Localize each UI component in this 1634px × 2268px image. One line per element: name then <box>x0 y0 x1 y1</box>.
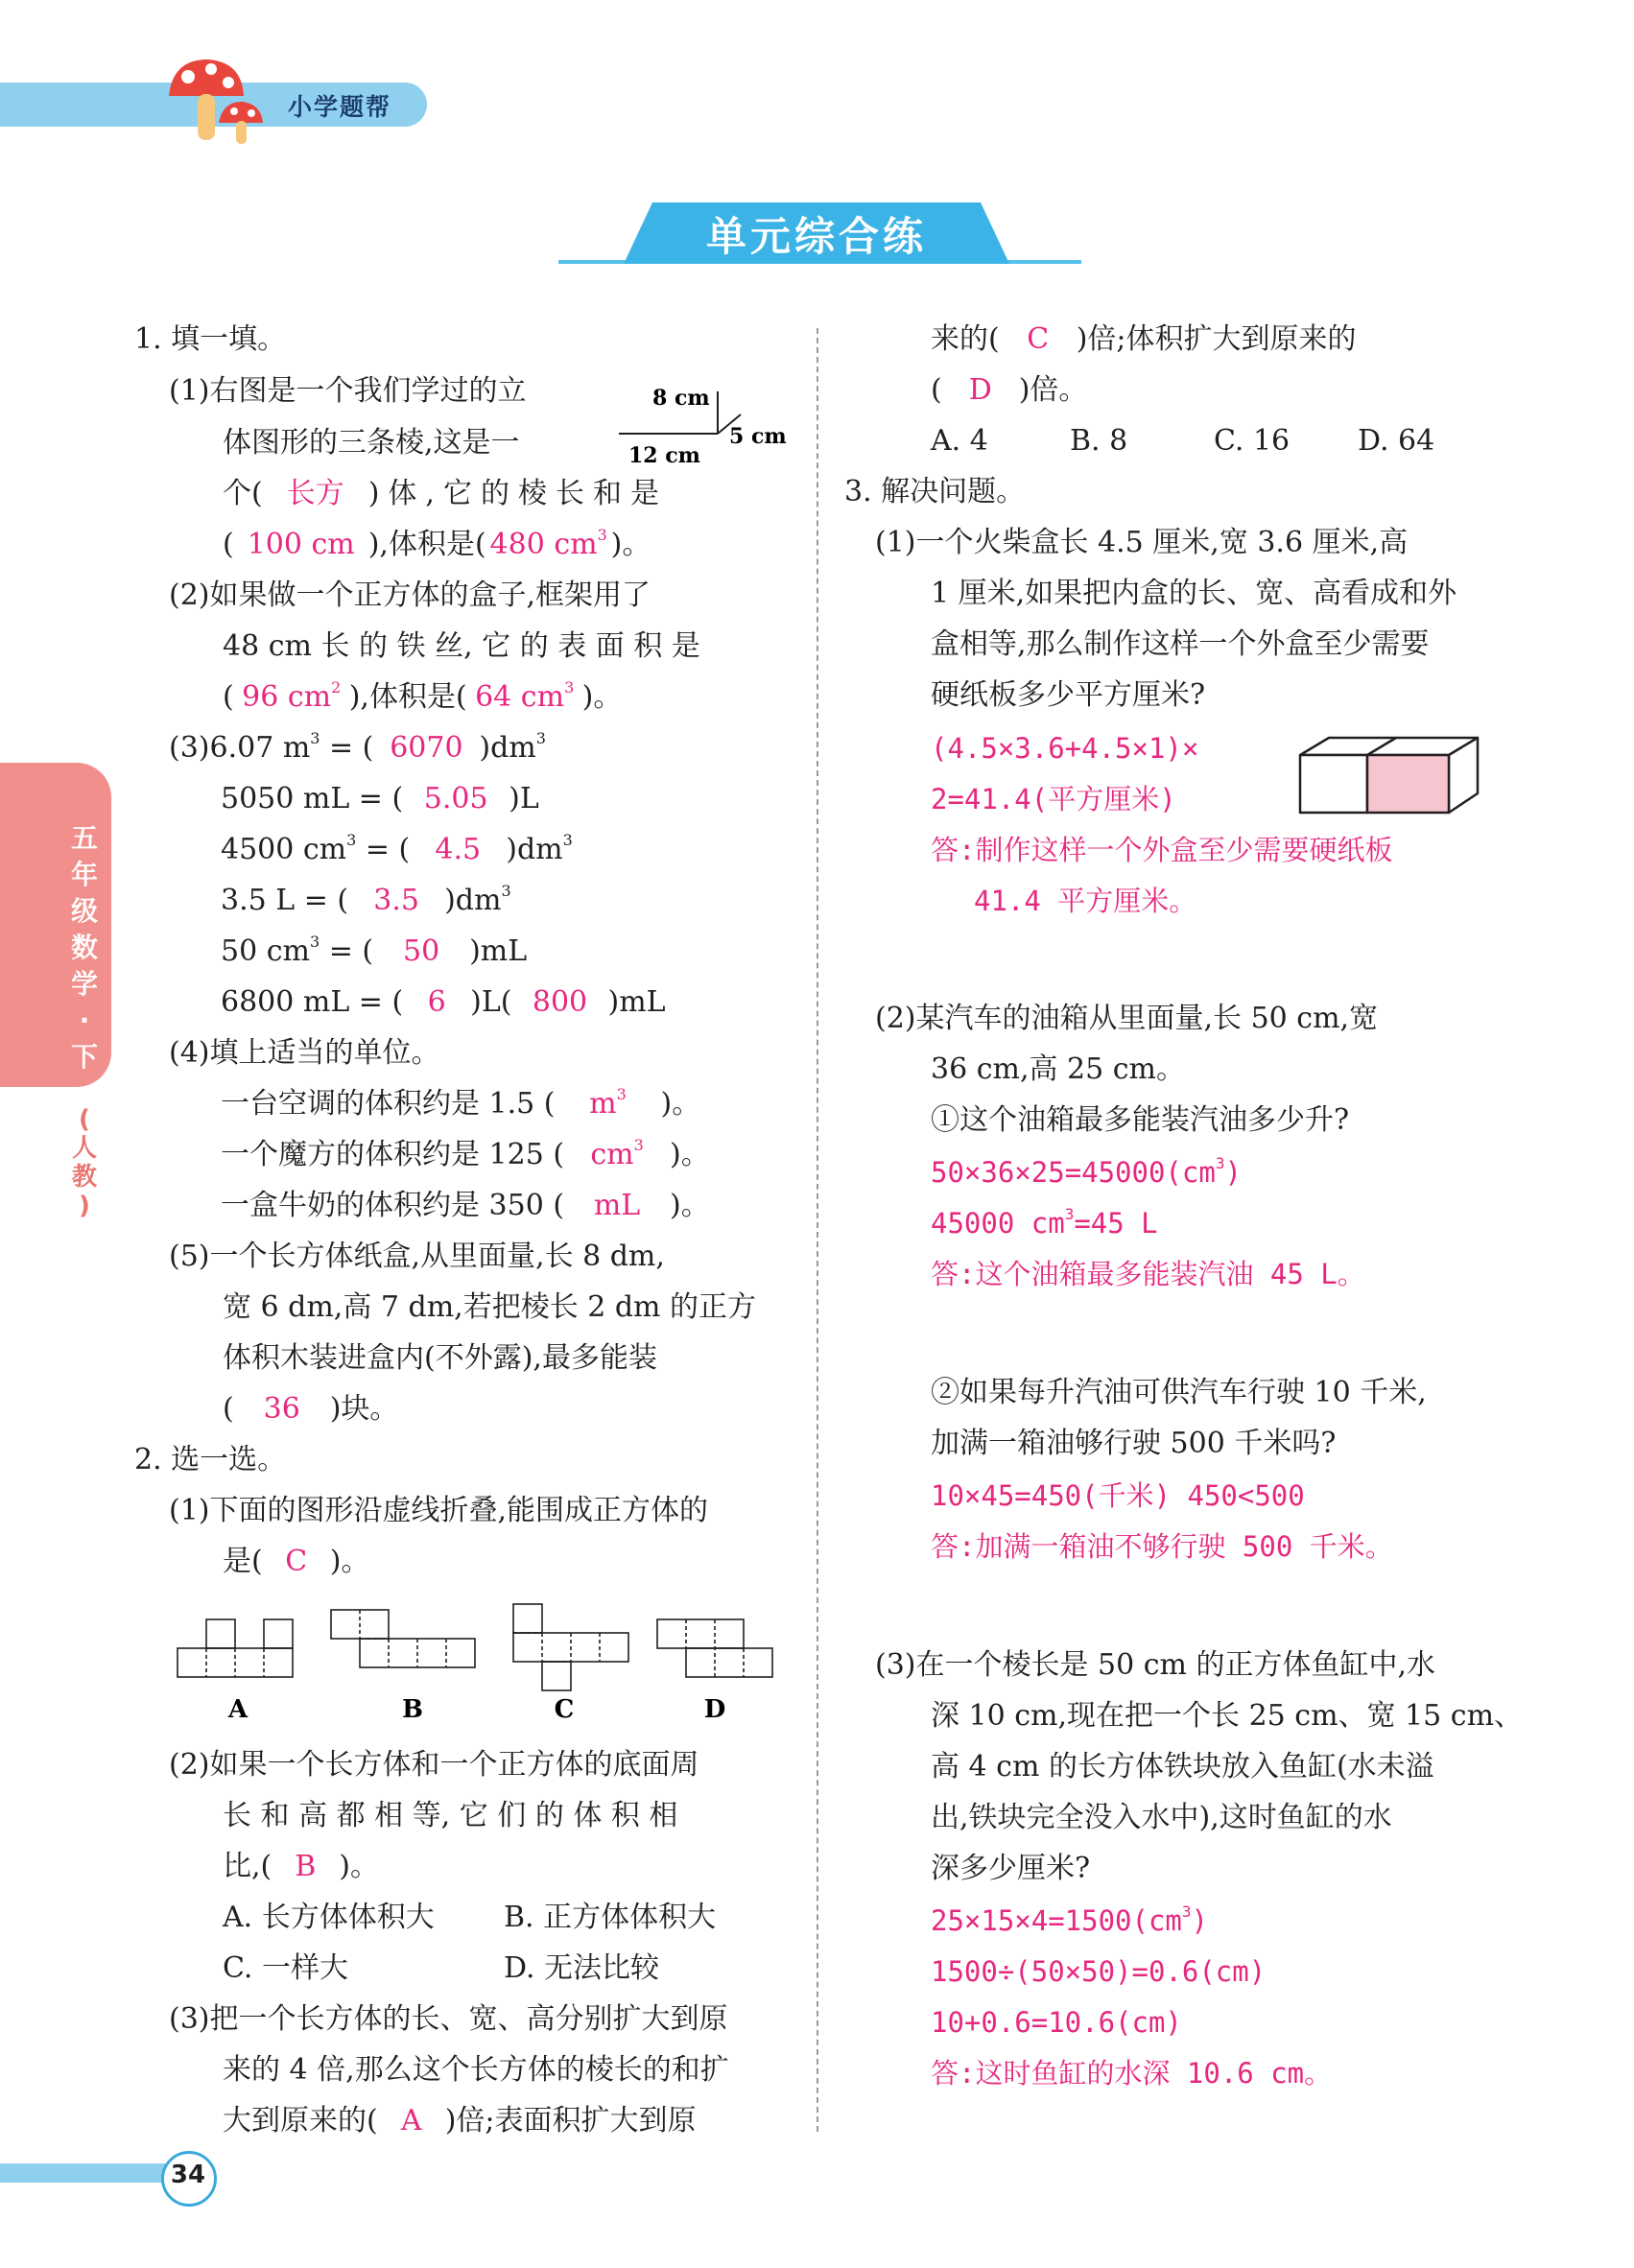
answer-shape: 长方 <box>286 477 344 510</box>
unit-item: 一台空调的体积约是 1.5 ( $m^3$ )。 <box>221 1085 701 1121</box>
q2-p3-line3: 大到原来的( A )倍;表面积扩大到原 <box>223 2104 697 2138</box>
q1-p2-line2: 48 cm 长 的 铁 丝, 它 的 表 面 积 是 <box>223 629 700 663</box>
q1-p5-line3: 体积木装进盒内(不外露),最多能装 <box>223 1341 657 1375</box>
conversion-row: 5050 mL = ( 5.05 )L <box>221 782 539 815</box>
conversion-row: (3)6.07 $m^3$ = ( 6070 )$dm^3$ <box>169 729 546 765</box>
q1-p2-line3: ( 96 $cm^2$ ),体积是( 64 $cm^3$ )。 <box>223 678 623 714</box>
q3-p3-line4: 出,铁块完全没入水中),这时鱼缸的水 <box>931 1801 1392 1834</box>
cuboid-edges-figure <box>604 374 806 470</box>
conversion-row: 6800 mL = ( 6 )L( 800 )mL <box>221 985 666 1019</box>
page-title: 单元综合练 <box>705 213 927 260</box>
answer-net: C <box>285 1545 308 1578</box>
q2-p3-line1: (3)把一个长方体的长、宽、高分别扩大到原 <box>169 2002 728 2036</box>
q1-p1-line4: ( 100 cm ),体积是( 480 $cm^3$ )。 <box>223 526 651 561</box>
answer-surface-area: 96 $cm^2$ <box>242 678 342 714</box>
answer-blocks: 36 <box>263 1392 300 1426</box>
answer-line: 答:加满一箱油不够行驶 500 千米。 <box>931 1530 1393 1563</box>
answer-line: 答:这时鱼缸的水深 10.6 cm。 <box>931 2057 1333 2090</box>
q1-p1-line1: (1)右图是一个我们学过的立 <box>169 374 527 408</box>
label-height: 8 cm <box>652 386 710 411</box>
answer-volume-scale: D <box>968 373 992 407</box>
option: D. 64 <box>1358 424 1435 458</box>
q2-p2-line1: (2)如果一个长方体和一个正方体的底面周 <box>169 1748 699 1782</box>
answer-cube-volume: 64 $cm^3$ <box>475 678 575 714</box>
solution-line: 2=41.4(平方厘米) <box>931 783 1176 815</box>
solution-line: $25\times 15\times 4=1500(cm^3)$ <box>931 1902 1209 1937</box>
page-number: 34 <box>170 2161 206 2189</box>
conversion-row: 50 $cm^3$ = ( 50 )mL <box>221 933 528 968</box>
q1-p5-line1: (5)一个长方体纸盒,从里面量,长 8 dm, <box>169 1240 665 1273</box>
edition-label: ( 人 教 ) <box>71 1105 97 1220</box>
solution-line: 45000 $cm^3=45$ L <box>931 1205 1158 1240</box>
q2-p3-line4: 来的( C )倍;体积扩大到原来的 <box>931 322 1357 356</box>
solution-line: $50\times 36\times 25=45000(cm^3)$ <box>931 1154 1242 1189</box>
brand-name: 小学题帮 <box>288 93 392 121</box>
option: A. 长方体体积大 <box>223 1901 435 1934</box>
net-label: B <box>402 1695 423 1724</box>
q3-p2-line4: ②如果每升汽油可供汽车行驶 10 千米, <box>931 1376 1427 1409</box>
option: A. 4 <box>931 424 988 458</box>
q2-p3-line2: 来的 4 倍,那么这个长方体的棱长的和扩 <box>223 2053 729 2087</box>
q1-p4-heading: (4)填上适当的单位。 <box>169 1036 440 1070</box>
unit-item: 一盒牛奶的体积约是 350 ( mL )。 <box>221 1189 710 1222</box>
answer-edge-scale: A <box>400 2104 422 2138</box>
answer-compare: B <box>295 1850 317 1883</box>
option: B. 8 <box>1070 424 1128 458</box>
q1-p5-line2: 宽 6 dm,高 7 dm,若把棱长 2 dm 的正方 <box>223 1290 757 1324</box>
q3-p1-line3: 盒相等,那么制作这样一个外盒至少需要 <box>931 627 1430 661</box>
q2-p3-line5: ( D )倍。 <box>931 373 1088 407</box>
q3-heading: 3. 解决问题。 <box>844 475 1026 508</box>
q1-p2-line1: (2)如果做一个正方体的盒子,框架用了 <box>169 579 651 612</box>
q2-p1-line2: 是( C )。 <box>223 1545 370 1578</box>
answer-edge-sum: 100 cm <box>247 528 355 561</box>
q1-heading: 1. 填一填。 <box>134 322 287 356</box>
q3-p3-line2: 深 10 cm,现在把一个长 25 cm、宽 15 cm、 <box>931 1699 1524 1733</box>
q1-p1-line2: 体图形的三条棱,这是一 <box>223 426 520 460</box>
solution-line: 1500÷(50×50)=0.6(cm) <box>931 1955 1267 1988</box>
q3-p1-line2: 1 厘米,如果把内盒的长、宽、高看成和外 <box>931 577 1457 610</box>
q1-p1-line3: 个( 长方 )体,它的棱长和是 <box>223 477 668 510</box>
answer-line: 答:制作这样一个外盒至少需要硬纸板 <box>931 834 1393 866</box>
solution-line: 10×45=450(千米) 450<500 <box>931 1479 1305 1512</box>
unit-item: 一个魔方的体积约是 125 ( $cm^3$ )。 <box>221 1136 710 1171</box>
q2-p2-line2: 长 和 高 都 相 等, 它 们 的 体 积 相 <box>223 1799 678 1832</box>
conversion-row: 3.5 L = ( 3.5 )$dm^3$ <box>221 882 511 917</box>
option: C. 16 <box>1214 424 1291 458</box>
mushroom-icon <box>163 56 269 147</box>
conversion-row: 4500 $cm^3$ = ( 4.5 )$dm^3$ <box>221 831 573 866</box>
label-width: 5 cm <box>729 424 787 449</box>
q3-p2-line5: 加满一箱油够行驶 500 千米吗? <box>931 1427 1337 1460</box>
answer-line: 答:这个油箱最多能装汽油 45 L。 <box>931 1258 1365 1290</box>
q1-p5-line4: ( 36 )块。 <box>223 1392 399 1426</box>
answer-line: 41.4 平方厘米。 <box>974 885 1197 917</box>
label-length: 12 cm <box>628 443 700 468</box>
net-label: D <box>703 1695 726 1724</box>
q3-p1-line4: 硬纸板多少平方厘米? <box>931 678 1206 712</box>
q2-p2-line3: 比,( B )。 <box>223 1850 379 1883</box>
q2-heading: 2. 选一选。 <box>134 1443 287 1477</box>
solution-line: 10+0.6=10.6(cm) <box>931 2006 1182 2039</box>
q3-p3-line3: 高 4 cm 的长方体铁块放入鱼缸(水未溢 <box>931 1750 1434 1784</box>
q2-p1-line1: (1)下面的图形沿虚线折叠,能围成正方体的 <box>169 1494 709 1527</box>
q3-p2-line2: 36 cm,高 25 cm。 <box>931 1052 1185 1086</box>
q3-p1-line1: (1)一个火柴盒长 4.5 厘米,宽 3.6 厘米,高 <box>875 526 1409 559</box>
q3-p3-line5: 深多少厘米? <box>931 1852 1091 1885</box>
cube-nets-figure <box>173 1600 787 1725</box>
answer-volume: 480 $cm^3$ <box>489 526 607 561</box>
grade-label: 五 年 级 数 学 · 下 <box>70 822 98 1073</box>
option: B. 正方体体积大 <box>504 1901 717 1934</box>
q3-p2-line3: ①这个油箱最多能装汽油多少升? <box>931 1103 1350 1137</box>
q3-p3-line1: (3)在一个棱长是 50 cm 的正方体鱼缸中,水 <box>875 1648 1436 1682</box>
column-divider <box>817 328 818 2132</box>
net-label: A <box>227 1695 249 1724</box>
answer-area-scale: C <box>1027 322 1050 356</box>
matchbox-figure <box>1295 734 1497 820</box>
option: C. 一样大 <box>223 1951 348 1985</box>
option: D. 无法比较 <box>504 1951 660 1985</box>
q3-p2-line1: (2)某汽车的油箱从里面量,长 50 cm,宽 <box>875 1002 1379 1035</box>
solution-line: (4.5×3.6+4.5×1)× <box>931 732 1199 765</box>
net-label: C <box>554 1695 575 1724</box>
